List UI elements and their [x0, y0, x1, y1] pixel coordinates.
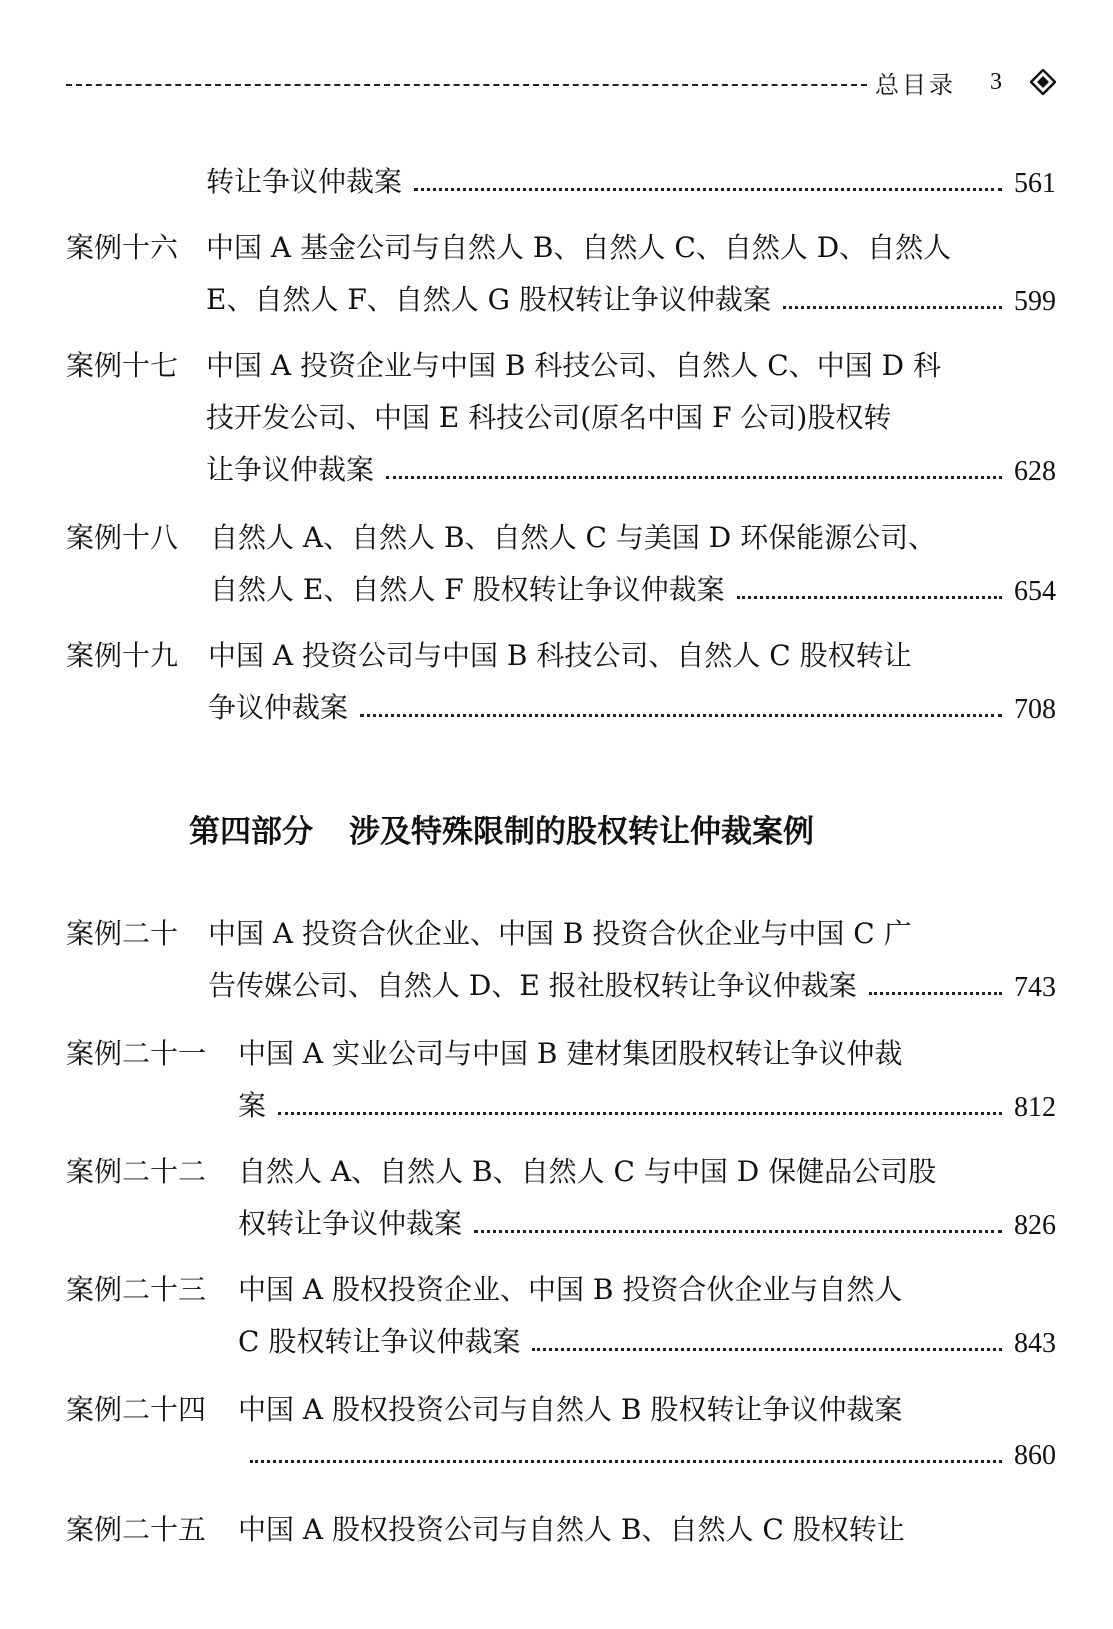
toc-page-number: 826	[1014, 1210, 1056, 1241]
dot-leader	[737, 596, 1002, 599]
dot-leader	[360, 714, 1002, 717]
toc-entry-text: 技开发公司、中国 E 科技公司(原名中国 F 公司)股权转	[206, 401, 892, 434]
toc-case-label: 案例十六	[66, 231, 179, 264]
toc-case-label: 案例二十三	[66, 1273, 207, 1306]
toc-entry-line	[238, 1388, 902, 1428]
toc-entry-line	[238, 1032, 902, 1072]
toc-entry-line	[238, 1320, 1056, 1360]
toc-entry-line	[210, 568, 1056, 608]
toc-entry-line	[238, 1202, 1056, 1242]
toc-entry-line	[208, 686, 1056, 726]
toc-entry-line	[238, 1084, 1056, 1124]
running-header	[66, 60, 1056, 104]
toc-case-label: 案例十八	[66, 521, 179, 554]
toc-entry-line	[206, 396, 891, 436]
toc-page-number: 599	[1014, 286, 1056, 317]
toc-case-label: 案例十七	[66, 349, 179, 382]
toc-entry-text: 中国 A 股权投资公司与自然人 B、自然人 C 股权转让	[238, 1513, 905, 1546]
toc-entry-text: E、自然人 F、自然人 G 股权转让争议仲裁案	[206, 283, 771, 316]
section-heading	[0, 806, 1113, 851]
toc-entry-line	[208, 964, 1056, 1004]
toc-entry-line	[206, 278, 1056, 318]
header-title: 总目录	[875, 70, 956, 99]
toc-page-number: 708	[1014, 694, 1056, 725]
dot-leader	[386, 476, 1002, 479]
toc-case-label: 案例二十五	[66, 1513, 207, 1546]
toc-entry-line	[206, 448, 1056, 488]
toc-entry-line	[210, 516, 936, 556]
dot-leader	[278, 1112, 1002, 1115]
toc-page-number: 561	[1014, 168, 1056, 199]
toc-entry-text: 中国 A 股权投资企业、中国 B 投资合伙企业与自然人	[238, 1273, 903, 1306]
dot-leader	[414, 188, 1002, 191]
toc-page-number: 812	[1014, 1092, 1056, 1123]
dot-leader	[474, 1230, 1002, 1233]
toc-page-number: 860	[1014, 1440, 1056, 1471]
toc-entry-text: 争议仲裁案	[208, 691, 349, 724]
toc-case-label: 案例二十一	[66, 1037, 207, 1070]
section-part-label: 第四部分	[189, 814, 313, 850]
toc-entry-text: 自然人 E、自然人 F 股权转让争议仲裁案	[210, 573, 725, 606]
toc-page-number: 654	[1014, 576, 1056, 607]
toc-entry-line	[238, 1268, 902, 1308]
toc-entry-text: 中国 A 股权投资公司与自然人 B 股权转让争议仲裁案	[238, 1393, 903, 1426]
dot-leader	[783, 306, 1002, 309]
toc-page-number: 743	[1014, 972, 1056, 1003]
toc-entry-text: 告传媒公司、自然人 D、E 报社股权转让争议仲裁案	[208, 969, 857, 1002]
diamond-ornament-icon	[1030, 69, 1056, 95]
dot-leader	[869, 992, 1002, 995]
toc-entry-line	[208, 634, 912, 674]
toc-entry-text: 案	[238, 1089, 267, 1122]
toc-entry-text: 自然人 A、自然人 B、自然人 C 与美国 D 环保能源公司、	[210, 521, 937, 554]
toc-case-label: 案例十九	[66, 639, 179, 672]
toc-page-number: 843	[1014, 1328, 1056, 1359]
dot-leader	[532, 1348, 1002, 1351]
toc-entry-line	[206, 160, 1056, 200]
toc-entry-line	[238, 1508, 905, 1548]
toc-case-label: 案例二十	[66, 917, 179, 950]
toc-entry-text: 中国 A 基金公司与自然人 B、自然人 C、自然人 D、自然人	[206, 231, 952, 264]
header-dashed-rule	[66, 84, 867, 86]
header-page-number: 3	[990, 68, 1002, 95]
toc-entry-text: C 股权转让争议仲裁案	[238, 1325, 521, 1358]
dot-leader	[250, 1460, 1002, 1463]
toc-entry-line	[238, 1150, 936, 1190]
toc-entry-line	[250, 1440, 1056, 1472]
toc-entry-line	[206, 344, 941, 384]
toc-entry-line	[208, 912, 912, 952]
toc-case-label: 案例二十四	[66, 1393, 207, 1426]
toc-case-label: 案例二十二	[66, 1155, 207, 1188]
toc-entry-text: 转让争议仲裁案	[206, 165, 403, 198]
section-title-text: 涉及特殊限制的股权转让仲裁案例	[349, 814, 814, 850]
toc-entry-line	[206, 226, 951, 266]
toc-entry-text: 中国 A 实业公司与中国 B 建材集团股权转让争议仲裁	[238, 1037, 903, 1070]
toc-entry-text: 中国 A 投资合伙企业、中国 B 投资合伙企业与中国 C 广	[208, 917, 912, 950]
toc-entry-text: 让争议仲裁案	[206, 453, 375, 486]
toc-entry-text: 中国 A 投资公司与中国 B 科技公司、自然人 C 股权转让	[208, 639, 912, 672]
toc-entry-text: 中国 A 投资企业与中国 B 科技公司、自然人 C、中国 D 科	[206, 349, 941, 382]
toc-entry-text: 权转让争议仲裁案	[238, 1207, 463, 1240]
toc-page-number: 628	[1014, 456, 1056, 487]
toc-entry-text: 自然人 A、自然人 B、自然人 C 与中国 D 保健品公司股	[238, 1155, 937, 1188]
